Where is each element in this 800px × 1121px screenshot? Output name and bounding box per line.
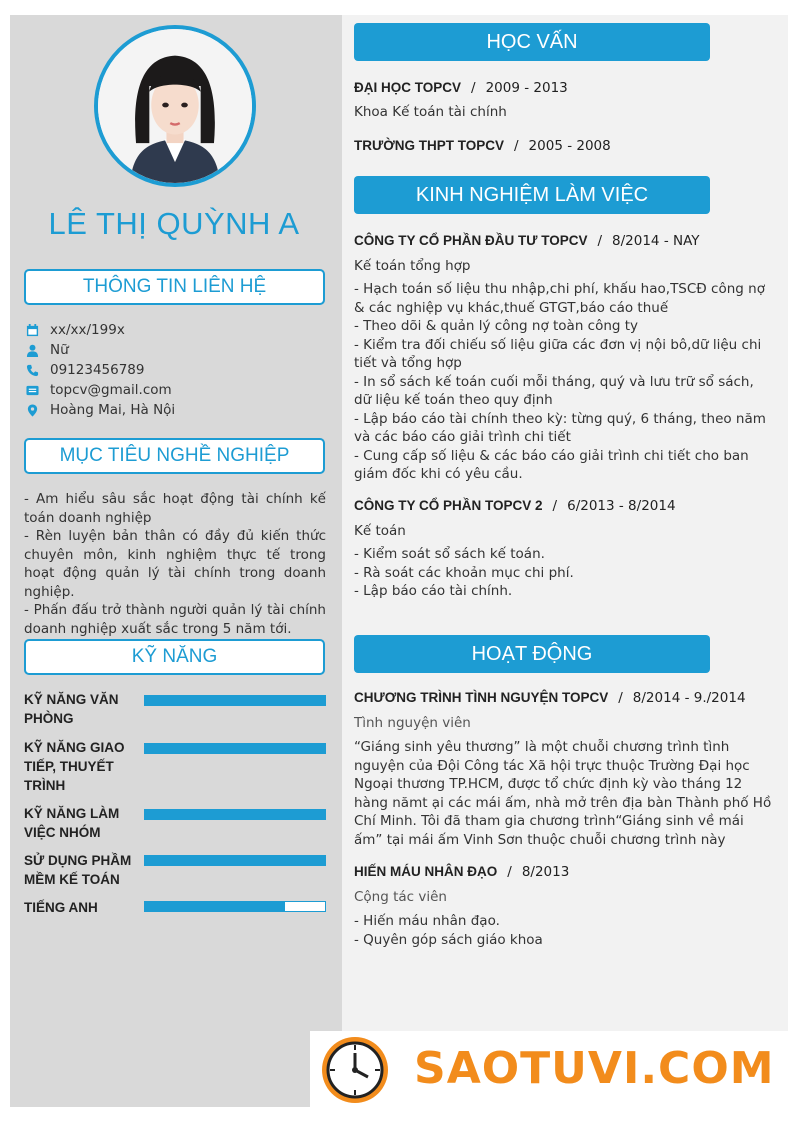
education-period: 2005 - 2008 — [528, 138, 611, 154]
person-icon — [26, 344, 50, 357]
contact-list — [26, 320, 326, 420]
experience-role: Kế toán tổng hợp — [354, 258, 471, 274]
skill-name: KỸ NĂNG GIAO TIẾP, THUYẾT TRÌNH — [24, 740, 125, 793]
activity-role: Tình nguyện viên — [354, 715, 471, 731]
activity-name: CHƯƠNG TRÌNH TÌNH NGUYỆN TOPCV — [354, 690, 609, 705]
activities-section-title: HOẠT ĐỘNG — [354, 635, 710, 673]
company-name: CÔNG TY CỔ PHẦN ĐẦU TƯ TOPCV — [354, 233, 588, 248]
contact-birthdate — [26, 320, 326, 340]
skill-bar — [144, 901, 326, 912]
education-section-title: HỌC VẤN — [354, 23, 710, 61]
email-icon — [26, 384, 50, 397]
experience-period: 6/2013 - 8/2014 — [567, 498, 676, 514]
contact-address — [26, 400, 326, 420]
skill-bar — [144, 855, 326, 866]
objective-section-title: MỤC TIÊU NGHỀ NGHIỆP — [24, 438, 325, 474]
candidate-name: LÊ THỊ QUỲNH A — [48, 206, 300, 241]
education-detail: Khoa Kế toán tài chính — [354, 104, 507, 120]
objective-text: - Am hiểu sâu sắc hoạt động tài chính kế toán doanh nghiệp - Rèn luyện bản thân có đầy đủ kiến thức chuyên môn, kinh nghiệm thực tế trong hoạt động quản lý tài chính trong doanh nghiệp. - Phấn đấu trở thành người quản lý tài chính doanh nghiệp xuất sắc trong 5 năm tới. — [24, 491, 326, 637]
skill-bar — [144, 695, 326, 706]
location-icon — [26, 404, 50, 417]
skill-bar-fill — [145, 696, 325, 705]
contact-email — [26, 380, 326, 400]
activity-entry-header: HIẾN MÁU NHÂN ĐẠO / 8/2013 — [354, 864, 570, 880]
contact-gender — [26, 340, 326, 360]
contact-value: Nữ — [50, 342, 69, 358]
skill-bar — [144, 743, 326, 754]
activity-details: “Giáng sinh yêu thương” là một chuỗi chương trình tình nguyện của Đội Công tác Xã hội trực thuộc Trường Đại học Ngoại thương TP.HCM, được tổ chức định kỳ vào tháng 12 hàng nămt ại các mái ấm, nhà mở trên địa bàn Thành phố Hồ Chí Minh. Tôi đã tham gia chương trình“Giáng sinh về mái ấm” tại mái ấm Vinh Sơn thuộc chuỗi chương trình này — [354, 739, 772, 848]
activity-name: HIẾN MÁU NHÂN ĐẠO — [354, 864, 498, 879]
calendar-icon — [26, 324, 50, 337]
watermark-text: SAOTUVI.COM — [414, 1043, 775, 1094]
education-entry-header: ĐẠI HỌC TOPCV / 2009 - 2013 — [354, 80, 568, 96]
experience-details: - Kiểm soát sổ sách kế toán. - Rà soát các khoản mục chi phí. - Lập báo cáo tài chính. — [354, 546, 574, 599]
contact-phone — [26, 360, 326, 380]
portrait-image — [98, 29, 252, 183]
contact-value: Hoàng Mai, Hà Nội — [50, 402, 176, 418]
phone-icon — [26, 364, 50, 377]
watermark — [310, 1031, 788, 1107]
experience-period: 8/2014 - NAY — [612, 233, 700, 249]
company-name: CÔNG TY CỔ PHẦN TOPCV 2 — [354, 498, 543, 513]
contact-value: xx/xx/199x — [50, 322, 125, 338]
skill-name: KỸ NĂNG VĂN PHÒNG — [24, 692, 119, 726]
contact-section-title: THÔNG TIN LIÊN HỆ — [24, 269, 325, 305]
activity-role: Cộng tác viên — [354, 889, 447, 905]
profile-photo — [94, 25, 256, 187]
experience-entry-header: CÔNG TY CỔ PHẦN ĐẦU TƯ TOPCV / 8/2014 - NAY — [354, 233, 700, 249]
skills-section-title: KỸ NĂNG — [24, 639, 325, 675]
skill-bar-fill — [145, 744, 325, 753]
activity-period: 8/2013 — [521, 864, 570, 880]
skill-name: SỬ DỤNG PHẦM MỀM KẾ TOÁN — [24, 853, 132, 887]
activity-entry-header: CHƯƠNG TRÌNH TÌNH NGUYỆN TOPCV / 8/2014 - 9./2014 — [354, 690, 746, 706]
activity-details: - Hiến máu nhân đạo. - Quyên góp sách giáo khoa — [354, 913, 543, 948]
school-name: ĐẠI HỌC TOPCV — [354, 80, 462, 95]
education-entry-header: TRƯỜNG THPT TOPCV / 2005 - 2008 — [354, 138, 611, 154]
experience-details: - Hạch toán số liệu thu nhập,chi phí, khấu hao,TSCĐ công nợ & các nghiệp vụ khác,thuế GTGT,báo cáo thuế - Theo dõi & quản lý công nợ toàn công ty - Kiểm tra đối chiếu số liệu giữa các đơn vị nội bô,dữ liệu chi tiết và tổng hợp - In sổ sách kế toán cuối mỗi tháng, quý và lưu trữ sổ sách, dữ liệu kế toán theo quy định - Lập báo cáo tài chính theo kỳ: từng quý, 6 tháng, theo năm và các báo cáo giải trình chi tiết - Cung cấp số liệu & các báo cáo giải trình chi tiết cho ban giám đốc khi có yêu cầu. — [354, 281, 766, 482]
experience-entry-header: CÔNG TY CỔ PHẦN TOPCV 2 / 6/2013 - 8/2014 — [354, 498, 676, 514]
experience-role: Kế toán — [354, 523, 406, 539]
skill-bar-fill — [145, 902, 285, 911]
school-name: TRƯỜNG THPT TOPCV — [354, 138, 504, 153]
contact-value: 09123456789 — [50, 362, 145, 378]
skill-bar — [144, 809, 326, 820]
contact-value: topcv@gmail.com — [50, 382, 172, 398]
experience-section-title: KINH NGHIỆM LÀM VIỆC — [354, 176, 710, 214]
skill-bar-fill — [145, 856, 325, 865]
skill-name: TIẾNG ANH — [24, 900, 98, 915]
education-period: 2009 - 2013 — [485, 80, 568, 96]
skill-bar-fill — [145, 810, 325, 819]
activity-period: 8/2014 - 9./2014 — [632, 690, 746, 706]
skill-name: KỸ NĂNG LÀM VIỆC NHÓM — [24, 806, 120, 840]
clock-icon — [320, 1035, 390, 1105]
